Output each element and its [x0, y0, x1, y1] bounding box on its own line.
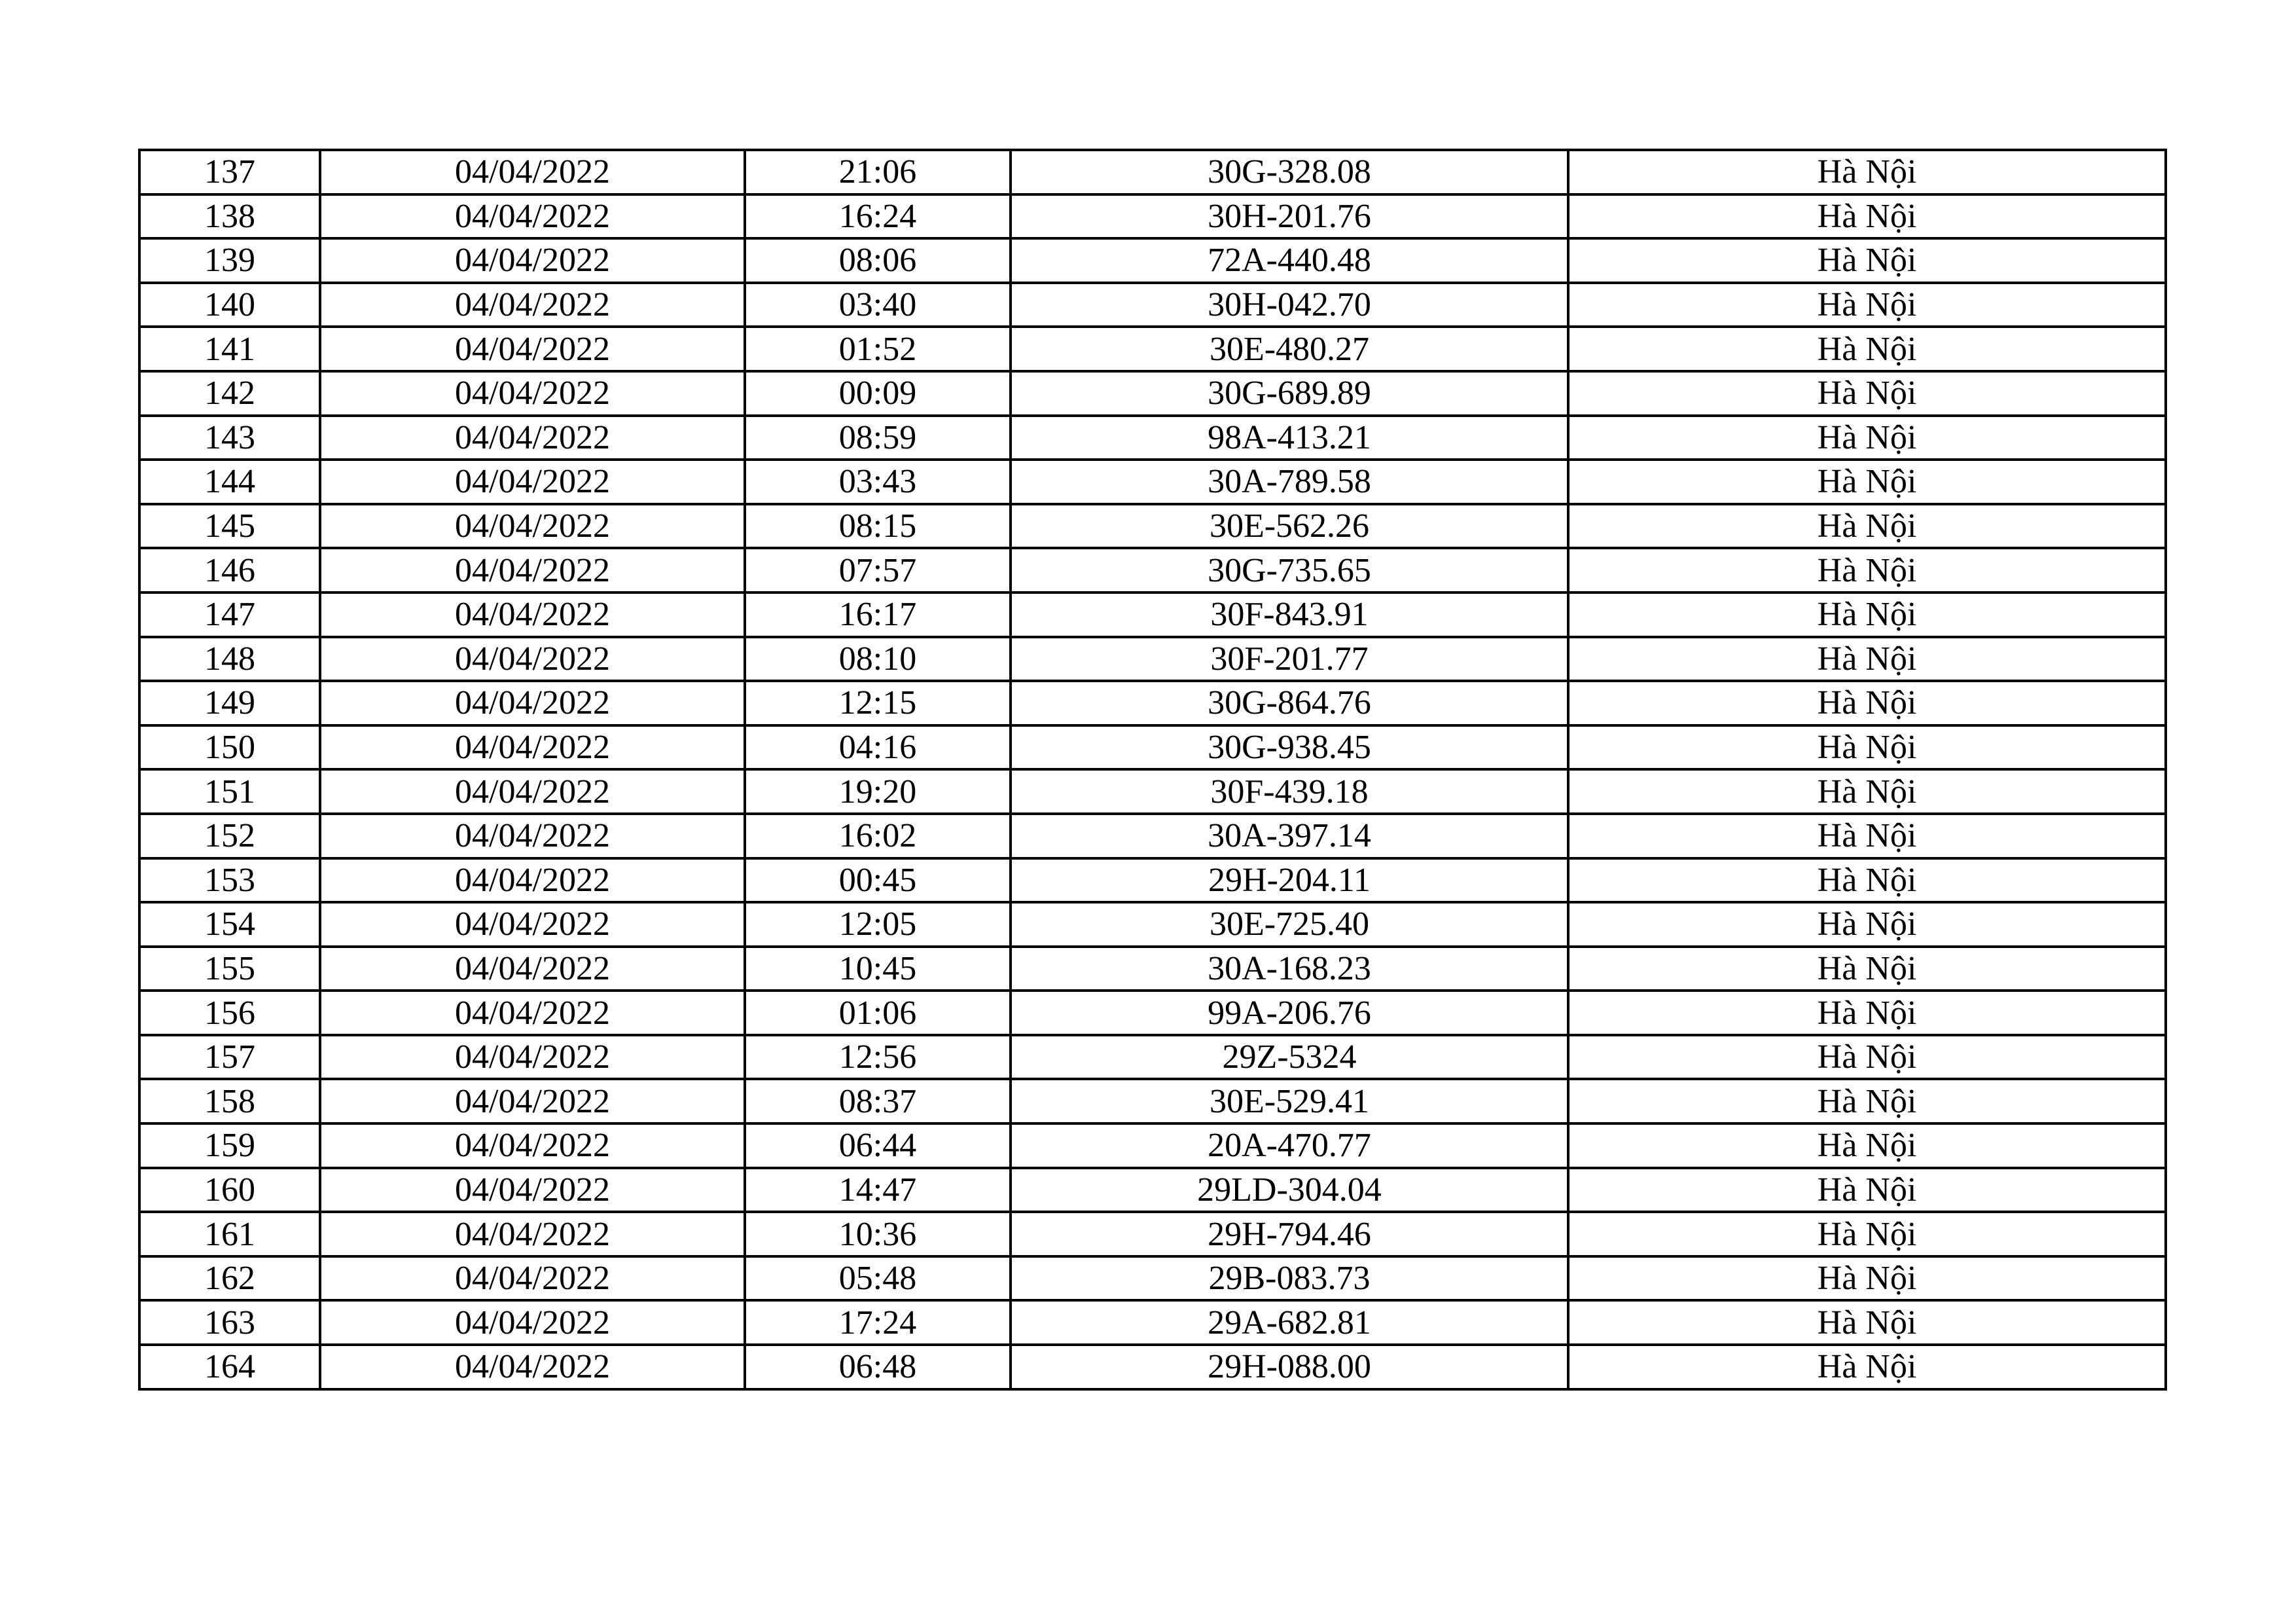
time-cell: 16:02: [745, 814, 1011, 858]
date-cell: 04/04/2022: [320, 1212, 745, 1256]
row-number-cell: 161: [139, 1212, 320, 1256]
table-row: [139, 460, 2166, 504]
license-plate-cell: 30E-725.40: [1011, 902, 1568, 947]
date-cell: 04/04/2022: [320, 504, 745, 549]
table-row: [139, 416, 2166, 460]
table-row: [139, 327, 2166, 371]
license-plate-cell: 98A-413.21: [1011, 416, 1568, 460]
license-plate-cell: 30F-201.77: [1011, 637, 1568, 682]
date-cell: 04/04/2022: [320, 1168, 745, 1213]
time-cell: 08:10: [745, 637, 1011, 682]
table-row: [139, 1123, 2166, 1168]
date-cell: 04/04/2022: [320, 1123, 745, 1168]
license-plate-cell: 29LD-304.04: [1011, 1168, 1568, 1213]
date-cell: 04/04/2022: [320, 416, 745, 460]
table-row: [139, 637, 2166, 682]
table-row: [139, 371, 2166, 416]
date-cell: 04/04/2022: [320, 1035, 745, 1080]
time-cell: 06:44: [745, 1123, 1011, 1168]
location-cell: Hà Nội: [1568, 327, 2166, 371]
table-row: [139, 194, 2166, 239]
row-number-cell: 158: [139, 1079, 320, 1123]
time-cell: 03:43: [745, 460, 1011, 504]
table-row: [139, 858, 2166, 903]
license-plate-cell: 30E-562.26: [1011, 504, 1568, 549]
license-plate-cell: 30E-529.41: [1011, 1079, 1568, 1123]
date-cell: 04/04/2022: [320, 194, 745, 239]
date-cell: 04/04/2022: [320, 327, 745, 371]
date-cell: 04/04/2022: [320, 283, 745, 327]
time-cell: 08:06: [745, 238, 1011, 283]
row-number-cell: 160: [139, 1168, 320, 1213]
location-cell: Hà Nội: [1568, 725, 2166, 770]
location-cell: Hà Nội: [1568, 504, 2166, 549]
row-number-cell: 137: [139, 150, 320, 194]
date-cell: 04/04/2022: [320, 593, 745, 637]
location-cell: Hà Nội: [1568, 150, 2166, 194]
date-cell: 04/04/2022: [320, 725, 745, 770]
row-number-cell: 140: [139, 283, 320, 327]
date-cell: 04/04/2022: [320, 460, 745, 504]
date-cell: 04/04/2022: [320, 681, 745, 725]
row-number-cell: 163: [139, 1300, 320, 1345]
row-number-cell: 150: [139, 725, 320, 770]
location-cell: Hà Nội: [1568, 858, 2166, 903]
time-cell: 21:06: [745, 150, 1011, 194]
license-plate-cell: 30A-789.58: [1011, 460, 1568, 504]
row-number-cell: 153: [139, 858, 320, 903]
row-number-cell: 148: [139, 637, 320, 682]
time-cell: 16:24: [745, 194, 1011, 239]
row-number-cell: 157: [139, 1035, 320, 1080]
row-number-cell: 141: [139, 327, 320, 371]
license-plate-cell: 30G-938.45: [1011, 725, 1568, 770]
date-cell: 04/04/2022: [320, 238, 745, 283]
location-cell: Hà Nội: [1568, 681, 2166, 725]
table-row: [139, 769, 2166, 814]
table-row: [139, 991, 2166, 1035]
time-cell: 12:05: [745, 902, 1011, 947]
row-number-cell: 143: [139, 416, 320, 460]
location-cell: Hà Nội: [1568, 1168, 2166, 1213]
date-cell: 04/04/2022: [320, 371, 745, 416]
table-row: [139, 1212, 2166, 1256]
license-plate-cell: 30H-201.76: [1011, 194, 1568, 239]
row-number-cell: 149: [139, 681, 320, 725]
date-cell: 04/04/2022: [320, 814, 745, 858]
location-cell: Hà Nội: [1568, 194, 2166, 239]
row-number-cell: 147: [139, 593, 320, 637]
row-number-cell: 138: [139, 194, 320, 239]
table-row: [139, 283, 2166, 327]
table-row: [139, 1168, 2166, 1213]
location-cell: Hà Nội: [1568, 1212, 2166, 1256]
row-number-cell: 155: [139, 947, 320, 991]
time-cell: 12:15: [745, 681, 1011, 725]
time-cell: 12:56: [745, 1035, 1011, 1080]
time-cell: 08:15: [745, 504, 1011, 549]
time-cell: 16:17: [745, 593, 1011, 637]
location-cell: Hà Nội: [1568, 416, 2166, 460]
table-row: [139, 1345, 2166, 1389]
location-cell: Hà Nội: [1568, 238, 2166, 283]
date-cell: 04/04/2022: [320, 548, 745, 593]
table-row: [139, 1256, 2166, 1301]
row-number-cell: 164: [139, 1345, 320, 1389]
table-row: [139, 1035, 2166, 1080]
time-cell: 08:37: [745, 1079, 1011, 1123]
table-row: [139, 725, 2166, 770]
time-cell: 01:06: [745, 991, 1011, 1035]
row-number-cell: 152: [139, 814, 320, 858]
time-cell: 08:59: [745, 416, 1011, 460]
license-plate-cell: 30A-168.23: [1011, 947, 1568, 991]
table-row: [139, 238, 2166, 283]
row-number-cell: 156: [139, 991, 320, 1035]
location-cell: Hà Nội: [1568, 991, 2166, 1035]
license-plate-cell: 29A-682.81: [1011, 1300, 1568, 1345]
location-cell: Hà Nội: [1568, 371, 2166, 416]
table-row: [139, 150, 2166, 194]
license-plate-cell: 30G-864.76: [1011, 681, 1568, 725]
time-cell: 19:20: [745, 769, 1011, 814]
location-cell: Hà Nội: [1568, 947, 2166, 991]
row-number-cell: 146: [139, 548, 320, 593]
location-cell: Hà Nội: [1568, 460, 2166, 504]
date-cell: 04/04/2022: [320, 1079, 745, 1123]
location-cell: Hà Nội: [1568, 1300, 2166, 1345]
row-number-cell: 151: [139, 769, 320, 814]
license-plate-cell: 29H-794.46: [1011, 1212, 1568, 1256]
table-row: [139, 593, 2166, 637]
table-body: [139, 150, 2166, 1389]
table-row: [139, 1300, 2166, 1345]
time-cell: 05:48: [745, 1256, 1011, 1301]
table-row: [139, 548, 2166, 593]
time-cell: 10:36: [745, 1212, 1011, 1256]
license-plate-cell: 99A-206.76: [1011, 991, 1568, 1035]
license-plate-cell: 30G-689.89: [1011, 371, 1568, 416]
violation-table: [138, 149, 2167, 1391]
location-cell: Hà Nội: [1568, 548, 2166, 593]
license-plate-cell: 30G-328.08: [1011, 150, 1568, 194]
table-row: [139, 681, 2166, 725]
location-cell: Hà Nội: [1568, 1079, 2166, 1123]
date-cell: 04/04/2022: [320, 902, 745, 947]
row-number-cell: 139: [139, 238, 320, 283]
license-plate-cell: 29B-083.73: [1011, 1256, 1568, 1301]
table-row: [139, 947, 2166, 991]
time-cell: 00:09: [745, 371, 1011, 416]
date-cell: 04/04/2022: [320, 769, 745, 814]
date-cell: 04/04/2022: [320, 947, 745, 991]
time-cell: 07:57: [745, 548, 1011, 593]
row-number-cell: 154: [139, 902, 320, 947]
location-cell: Hà Nội: [1568, 1345, 2166, 1389]
location-cell: Hà Nội: [1568, 637, 2166, 682]
table-row: [139, 814, 2166, 858]
time-cell: 10:45: [745, 947, 1011, 991]
license-plate-cell: 72A-440.48: [1011, 238, 1568, 283]
date-cell: 04/04/2022: [320, 637, 745, 682]
license-plate-cell: 30F-439.18: [1011, 769, 1568, 814]
license-plate-cell: 29H-088.00: [1011, 1345, 1568, 1389]
table-row: [139, 1079, 2166, 1123]
date-cell: 04/04/2022: [320, 1256, 745, 1301]
row-number-cell: 144: [139, 460, 320, 504]
license-plate-cell: 29Z-5324: [1011, 1035, 1568, 1080]
location-cell: Hà Nội: [1568, 1123, 2166, 1168]
license-plate-cell: 30H-042.70: [1011, 283, 1568, 327]
license-plate-cell: 30G-735.65: [1011, 548, 1568, 593]
row-number-cell: 162: [139, 1256, 320, 1301]
time-cell: 17:24: [745, 1300, 1011, 1345]
location-cell: Hà Nội: [1568, 814, 2166, 858]
license-plate-cell: 29H-204.11: [1011, 858, 1568, 903]
table-row: [139, 504, 2166, 549]
time-cell: 01:52: [745, 327, 1011, 371]
table-row: [139, 902, 2166, 947]
license-plate-cell: 30F-843.91: [1011, 593, 1568, 637]
date-cell: 04/04/2022: [320, 1300, 745, 1345]
row-number-cell: 159: [139, 1123, 320, 1168]
row-number-cell: 145: [139, 504, 320, 549]
row-number-cell: 142: [139, 371, 320, 416]
location-cell: Hà Nội: [1568, 902, 2166, 947]
location-cell: Hà Nội: [1568, 1035, 2166, 1080]
license-plate-cell: 30E-480.27: [1011, 327, 1568, 371]
time-cell: 03:40: [745, 283, 1011, 327]
date-cell: 04/04/2022: [320, 991, 745, 1035]
location-cell: Hà Nội: [1568, 283, 2166, 327]
license-plate-cell: 30A-397.14: [1011, 814, 1568, 858]
time-cell: 06:48: [745, 1345, 1011, 1389]
time-cell: 00:45: [745, 858, 1011, 903]
date-cell: 04/04/2022: [320, 1345, 745, 1389]
location-cell: Hà Nội: [1568, 593, 2166, 637]
time-cell: 04:16: [745, 725, 1011, 770]
date-cell: 04/04/2022: [320, 150, 745, 194]
location-cell: Hà Nội: [1568, 769, 2166, 814]
location-cell: Hà Nội: [1568, 1256, 2166, 1301]
time-cell: 14:47: [745, 1168, 1011, 1213]
date-cell: 04/04/2022: [320, 858, 745, 903]
license-plate-cell: 20A-470.77: [1011, 1123, 1568, 1168]
